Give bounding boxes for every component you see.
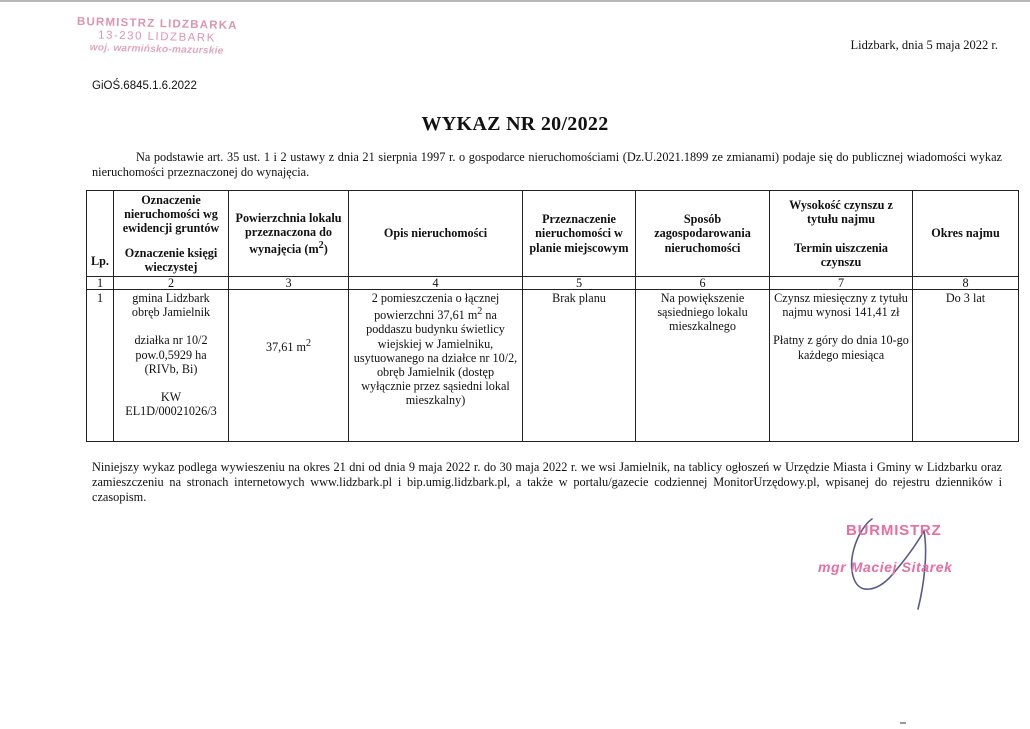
header-przeznaczenie: Przeznaczenie nieruchomości w planie miejscowym (523, 191, 636, 277)
cell-oznaczenie (114, 290, 229, 442)
cell-czynsz-termin: Płatny z góry do dnia 10-go każdego miesiąca (773, 333, 909, 362)
intro-paragraph: Na podstawie art. 35 ust. 1 i 2 ustawy z dnia 21 sierpnia 1997 r. o gospodarce nieruchomościami (Dz.U.2021.1899 ze zmianami) podaje się do publicznej wiadomości wykaz nieruchomości przeznaczonej do wynajęcia. (92, 150, 1002, 179)
stamp-line-3: woj. warmińsko-mazurskie (89, 42, 224, 57)
cell-area-value: 37,61 m (265, 340, 306, 355)
cell-kw-number: EL1D/00021026/3 (125, 404, 217, 419)
cell-czynsz (770, 290, 913, 442)
column-number: 3 (229, 277, 349, 290)
column-number: 2 (114, 277, 229, 290)
cell-obreb: obręb Jamielnik (131, 305, 211, 320)
column-number: 1 (87, 277, 114, 290)
column-number: 5 (523, 277, 636, 290)
header-powierzchnia-sup: 2 (318, 240, 324, 252)
column-number: 8 (913, 277, 1019, 290)
table-header-row (87, 191, 1019, 277)
scan-top-edge (0, 0, 1030, 2)
column-number-row (87, 277, 1019, 290)
column-number: 7 (770, 277, 913, 290)
header-czynsz-bottom: Termin uiszczenia czynszu (794, 241, 888, 270)
cell-lp: 1 (87, 290, 114, 442)
header-okres: Okres najmu (913, 191, 1019, 277)
signature-name: mgr Maciej Sitarek (818, 559, 953, 575)
header-lp: Lp. (87, 191, 114, 277)
cell-sposob: Na powiększenie sąsiedniego lokalu mieszkalnego (636, 290, 770, 442)
cell-dzialka: działka nr 10/2 (134, 333, 208, 348)
cell-uzytki: (RIVb, Bi) (144, 361, 198, 376)
stamp-line-1: BURMISTRZ LIDZBARKA (76, 15, 238, 33)
header-oznaczenie (114, 191, 229, 277)
cell-okres: Do 3 lat (913, 290, 1019, 442)
cell-opis (349, 290, 523, 442)
header-oznaczenie-bottom: Oznaczenie księgi wieczystej (124, 246, 218, 275)
header-opis: Opis nieruchomości (349, 191, 523, 277)
place-and-date: Lidzbark, dnia 5 maja 2022 r. (850, 38, 998, 52)
signature-title: BURMISTRZ (846, 522, 942, 539)
table-row (87, 290, 1019, 442)
cell-pow: pow.0,5929 ha (135, 347, 207, 362)
cell-area-sup: 2 (305, 338, 312, 350)
footer-paragraph: Niniejszy wykaz podlega wywieszeniu na okres 21 dni od dnia 9 maja 2022 r. do 30 maja 2022 r. we wsi Jamielnik, na tablicy ogłoszeń w Urzędzie Miasta i Gminy w Lidzbarku oraz zamieszczeniu na stronach internetowych www.lidzbark.pl i bip.umig.lidzbark.pl, a także w portalu/gazecie codziennej MonitorUrzędowy.pl, wpisanej do rejestru dzienników i czasopism. (92, 460, 1002, 504)
stamp-line-2: 13-230 LIDZBARK (97, 29, 216, 45)
cell-area (229, 290, 349, 442)
header-powierzchnia-text: Powierzchnia lokalu przeznaczona do wynajęcia (m (235, 210, 342, 257)
cell-kw-label: KW (160, 390, 182, 405)
header-sposob: Sposób zagospodarowania nieruchomości (636, 191, 770, 277)
header-powierzchnia-end: ) (323, 242, 328, 257)
cell-przeznaczenie: Brak planu (523, 290, 636, 442)
cell-opis-a: 2 pomieszczenia o łącznej powierzchni 37,61 m (371, 291, 500, 323)
header-czynsz-top: Wysokość czynszu z tytułu najmu (789, 197, 893, 226)
office-stamp (72, 16, 243, 57)
column-number: 6 (636, 277, 770, 290)
property-table (86, 190, 1019, 442)
scan-mark (900, 722, 906, 724)
column-number: 4 (349, 277, 523, 290)
cell-czynsz-amount: Czynsz miesięczny z tytułu najmu wynosi 141,41 zł (774, 291, 908, 320)
cell-opis-b: na poddaszu budynku świetlicy wiejskiej w Jamielniku, usytuowanego na działce nr 10/2, obręb Jamielnik (dostęp wyłącznie przez sąsiedni lokal mieszkalny) (353, 308, 518, 408)
document-title: WYKAZ NR 20/2022 (421, 113, 609, 135)
cell-gmina: gmina Lidzbark (132, 291, 210, 305)
header-czynsz (770, 191, 913, 277)
cell-opis-sup: 2 (477, 306, 483, 318)
header-powierzchnia (229, 191, 349, 277)
header-oznaczenie-top: Oznaczenie nieruchomości wg ewidencji gruntów (122, 192, 220, 235)
reference-number: GiOŚ.6845.1.6.2022 (92, 80, 197, 92)
